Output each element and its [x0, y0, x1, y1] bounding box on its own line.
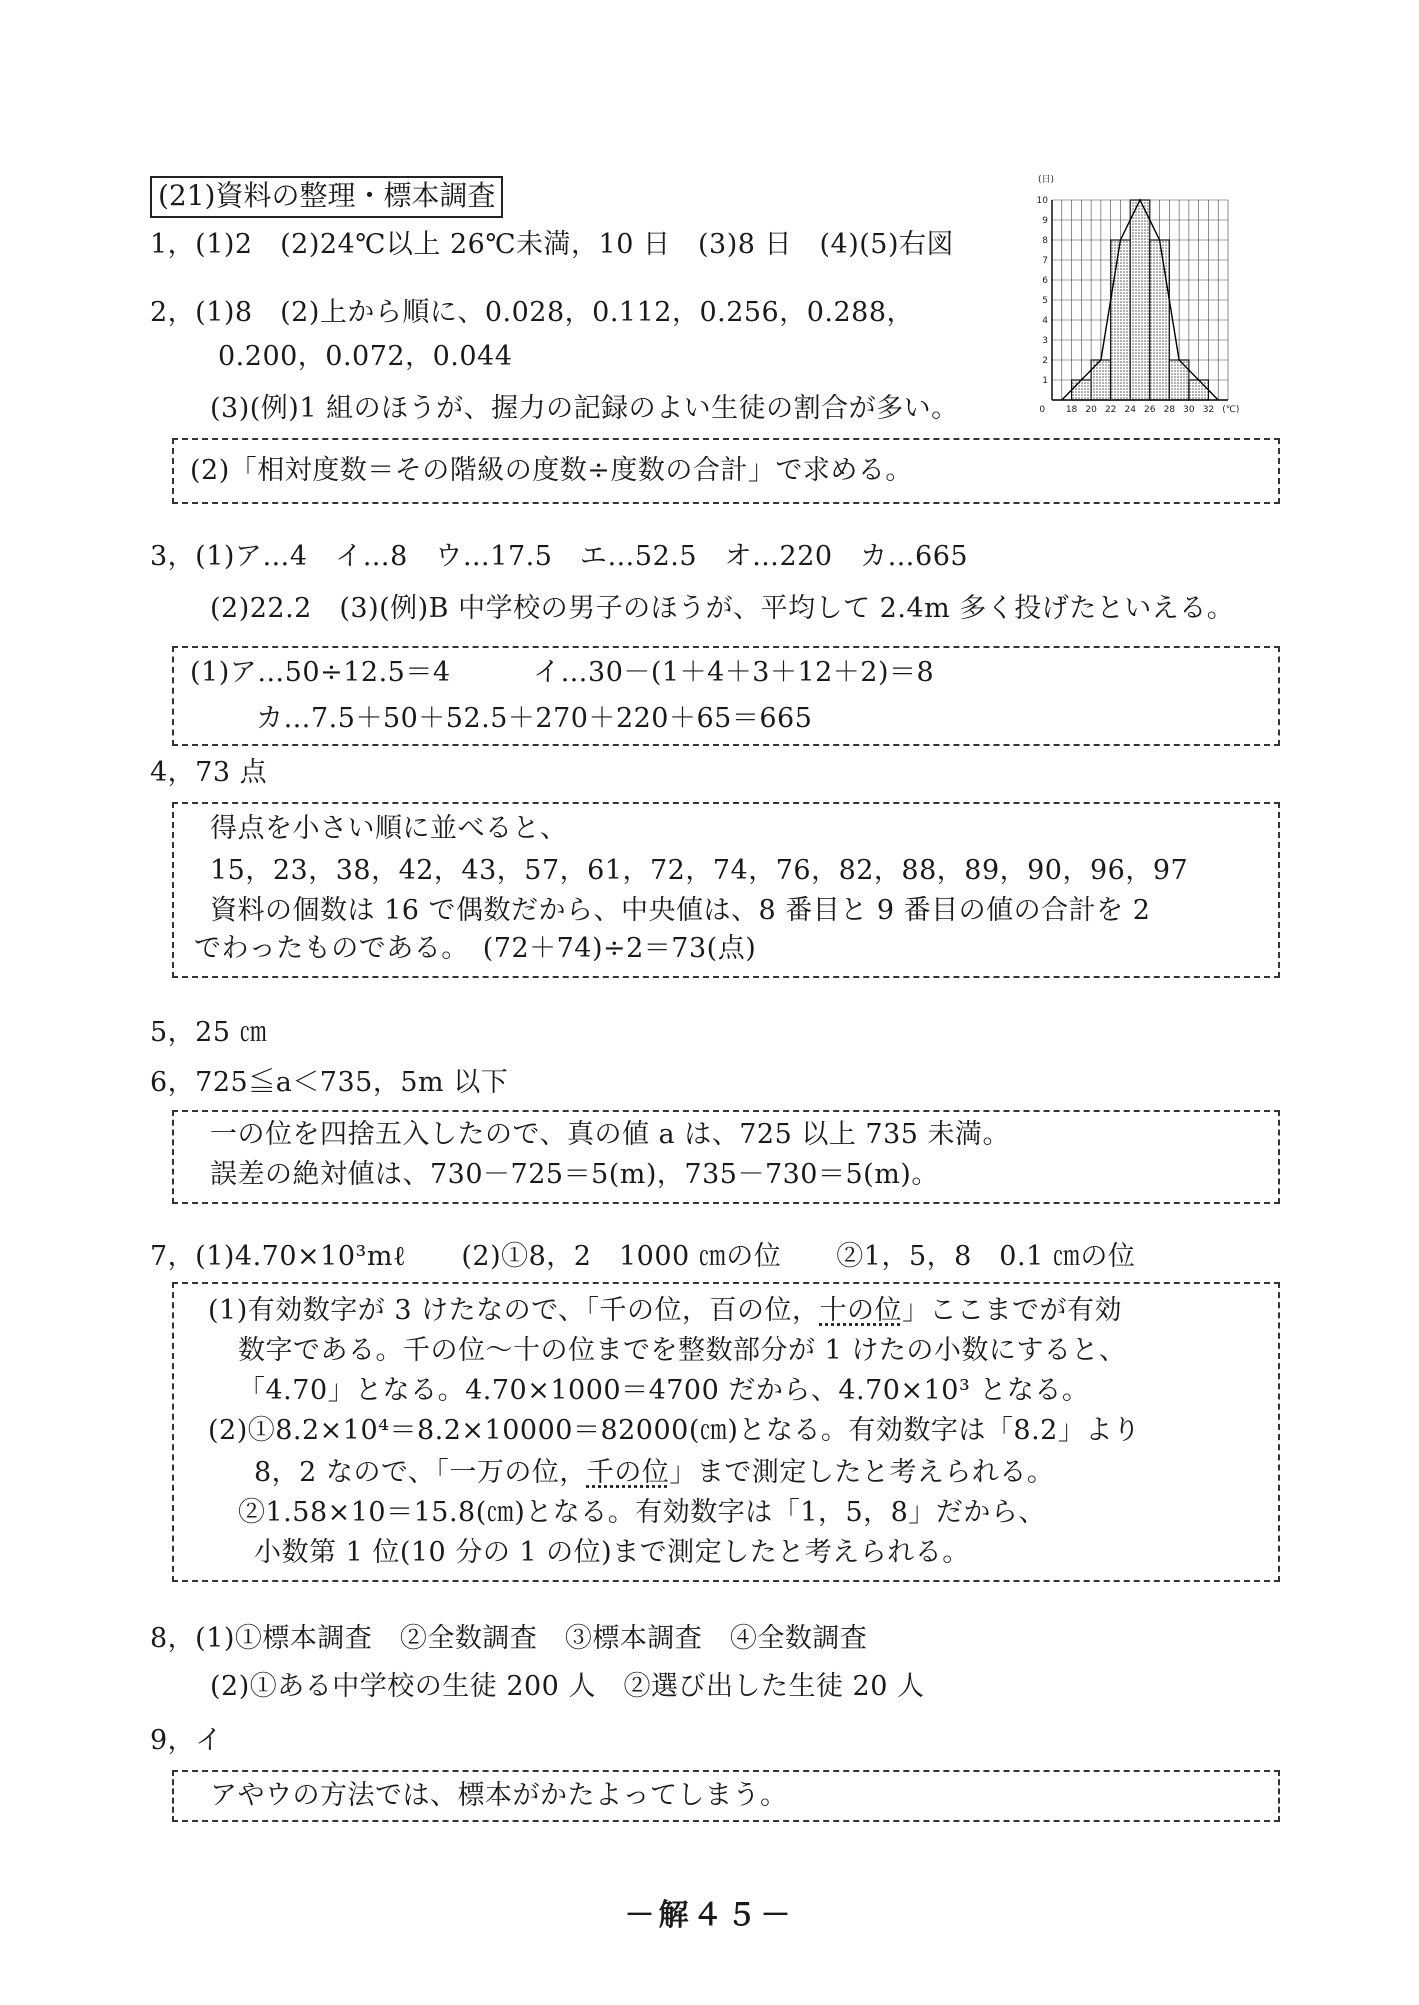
histogram-bar: [1189, 380, 1209, 400]
y-tick-label: 2: [1042, 356, 1048, 366]
y-tick-label: 9: [1042, 216, 1048, 226]
explanation-box-2: [172, 438, 1280, 504]
x-tick-label: 20: [1085, 405, 1097, 415]
x-tick-label: 32: [1202, 405, 1215, 415]
answer-2-line2: 0.200，0.072，0.044: [218, 341, 513, 372]
answer-3-line1: 3，(1)ア…4 イ…8 ウ…17.5 エ…52.5 オ…220 カ…665: [150, 541, 969, 572]
answer-3-line2: (2)22.2 (3)(例)B 中学校の男子のほうが、平均して 2.4m 多く投げたといえる。: [210, 593, 1235, 624]
y-tick-label: 6: [1042, 276, 1048, 286]
explanation-6-line2: 誤差の絶対値は、730－725＝5(m)，735－730＝5(m)。: [210, 1159, 939, 1190]
explanation-9: アやウの方法では、標本がかたよってしまう。: [210, 1780, 788, 1811]
x-tick-label: 28: [1163, 405, 1176, 415]
explanation-box-9: [172, 1770, 1280, 1822]
explanation-7-line3: 「4.70」となる。4.70×1000＝4700 だから、4.70×10³ となる。: [238, 1375, 1090, 1406]
explanation-box-7: [172, 1282, 1280, 1582]
explanation-7-line1: (1)有効数字が 3 けたなので、「千の位，百の位，十の位」ここまでが有効: [208, 1295, 1123, 1326]
answer-2-line3: (3)(例)1 組のほうが、握力の記録のよい生徒の割合が多い。: [210, 393, 959, 424]
explanation-4-line1: 得点を小さい順に並べると、: [210, 813, 568, 844]
answer-7: 7，(1)4.70×10³mℓ (2)①8，2 1000 ㎝の位 ②1，5，8 0.1 ㎝の位: [150, 1241, 1136, 1272]
explanation-7-line7: 小数第 1 位(10 分の 1 の位)まで測定したと考えられる。: [254, 1537, 970, 1568]
x-tick-label: 24: [1124, 405, 1136, 415]
explanation-7-line5: 8，2 なので、「一万の位，千の位」まで測定したと考えられる。: [254, 1457, 1055, 1488]
answer-8-line2: (2)①ある中学校の生徒 200 人 ②選び出した生徒 20 人: [210, 1671, 925, 1702]
x-tick-label: 26: [1144, 405, 1156, 415]
answer-8-line1: 8，(1)①標本調査 ②全数調査 ③標本調査 ④全数調査: [150, 1623, 868, 1654]
explanation-3-line1: (1)ア…50÷12.5＝4 イ…30－(1＋4＋3＋12＋2)＝8: [190, 657, 935, 688]
page-number: －解４５－: [624, 1898, 795, 1933]
temperature-histogram: [1030, 172, 1242, 422]
explanation-4-line2: 15，23，38，42，43，57，61，72，74，76，82，88，89，90，96，97: [210, 855, 1189, 886]
explanation-box-4: [172, 802, 1280, 978]
explanation-7-line6: ②1.58×10＝15.8(㎝)となる。有効数字は「1，5，8」だから、: [238, 1497, 1046, 1528]
histogram-bar: [1111, 240, 1131, 400]
y-tick-label: 7: [1042, 256, 1048, 266]
section-title: (21)資料の整理・標本調査: [150, 176, 503, 218]
histogram-bar: [1072, 380, 1092, 400]
y-tick-label: 1: [1042, 376, 1048, 386]
explanation-7-line2: 数字である。千の位～十の位までを整数部分が 1 けたの小数にすると、: [238, 1335, 1127, 1366]
y-tick-label: 5: [1042, 296, 1048, 306]
y-tick-label: 4: [1042, 316, 1048, 326]
x-tick-label: 22: [1104, 405, 1117, 415]
answer-1: 1，(1)2 (2)24℃以上 26℃未満，10 日 (3)8 日 (4)(5)右図: [150, 229, 954, 260]
explanation-box-3: [172, 646, 1280, 746]
answer-6: 6，725≦a＜735，5m 以下: [150, 1067, 509, 1098]
histogram-bar: [1130, 200, 1150, 400]
answer-5: 5，25 ㎝: [150, 1017, 268, 1048]
answer-9: 9，イ: [150, 1725, 223, 1756]
explanation-2: (2)「相対度数＝その階級の度数÷度数の合計」で求める。: [190, 455, 913, 486]
answer-4: 4，73 点: [150, 757, 268, 788]
y-axis-unit-label: (日): [1038, 175, 1055, 185]
histogram-bar: [1150, 240, 1170, 400]
underlined-ones-place: 十の位: [819, 1295, 903, 1326]
underlined-thousands-place: 千の位: [586, 1457, 670, 1488]
x-tick-label: 0: [1039, 405, 1046, 415]
explanation-4-line4: でわったものである。 (72＋74)÷2＝73(点): [194, 933, 757, 964]
answer-2-line1: 2，(1)8 (2)上から順に、0.028，0.112，0.256，0.288，: [150, 297, 915, 328]
y-tick-label: 3: [1042, 336, 1048, 346]
explanation-6-line1: 一の位を四捨五入したので、真の値 a は、725 以上 735 未満。: [210, 1119, 1011, 1150]
explanation-4-line3: 資料の個数は 16 で偶数だから、中央値は、8 番目と 9 番目の値の合計を 2: [210, 895, 1151, 926]
y-tick-label: 10: [1036, 196, 1048, 206]
x-axis-unit-label: (℃): [1222, 405, 1240, 415]
y-tick-label: 8: [1042, 236, 1048, 246]
explanation-3-line2: カ…7.5＋50＋52.5＋270＋220＋65＝665: [256, 703, 813, 734]
x-tick-label: 30: [1183, 405, 1195, 415]
x-tick-label: 18: [1065, 405, 1078, 415]
explanation-box-6: [172, 1110, 1280, 1204]
explanation-7-line4: (2)①8.2×10⁴＝8.2×10000＝82000(㎝)となる。有効数字は「8.2」より: [208, 1415, 1141, 1446]
